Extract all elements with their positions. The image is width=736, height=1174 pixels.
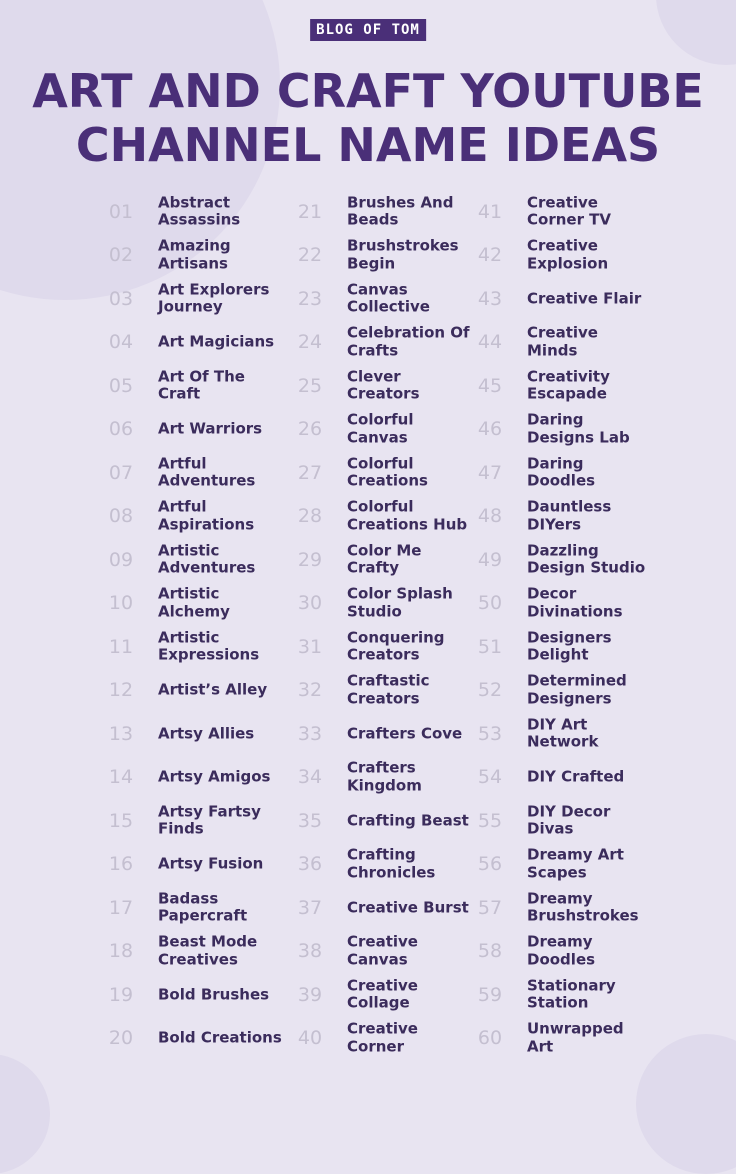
item-number: 35 [297, 809, 323, 832]
item-name: DIY Decor Divas [527, 802, 611, 838]
item-name: Unwrapped Art [527, 1019, 624, 1056]
list-item [467, 886, 727, 930]
item-name: Crafters Kingdom [347, 758, 422, 795]
list-item [467, 234, 727, 278]
item-number: 56 [477, 853, 503, 876]
item-name: Art Warriors [158, 419, 263, 438]
list-item [287, 843, 472, 887]
item-number: 39 [297, 983, 323, 1006]
list-item [467, 495, 727, 539]
list-item [287, 234, 472, 278]
item-name: Artful Adventures [158, 454, 256, 490]
item-name: DIY Crafted [527, 767, 625, 786]
item-number: 53 [477, 722, 503, 745]
item-name: Artsy Fusion [158, 854, 264, 873]
item-name: Artful Aspirations [158, 497, 255, 534]
item-name: Daring Designs Lab [527, 410, 630, 447]
item-number: 09 [108, 548, 134, 571]
item-name: Color Me Crafty [347, 541, 422, 577]
item-name: Dazzling Design Studio [527, 541, 646, 577]
list-item [98, 799, 283, 843]
list-item [467, 625, 727, 669]
item-name: Creative Collage [347, 976, 418, 1012]
item-number: 42 [477, 244, 503, 267]
item-name: Artsy Amigos [158, 767, 271, 786]
item-number: 13 [108, 722, 134, 745]
list-item [287, 712, 472, 756]
list-item [287, 364, 472, 408]
list-item [467, 451, 727, 495]
list-item [98, 712, 283, 756]
item-name: Badass Papercraft [158, 889, 248, 925]
item-number: 28 [297, 505, 323, 528]
item-number: 45 [477, 374, 503, 397]
list-item [98, 364, 283, 408]
item-number: 15 [108, 809, 134, 832]
list-item [467, 756, 727, 800]
item-number: 60 [477, 1027, 503, 1050]
list-item [467, 973, 727, 1017]
name-ideas-list [0, 190, 736, 1070]
item-name: Color Splash Studio [347, 584, 453, 621]
item-name: Beast Mode Creatives [158, 932, 258, 969]
page-title [0, 64, 736, 172]
item-number: 04 [108, 331, 134, 354]
list-item [98, 756, 283, 800]
item-number: 01 [108, 200, 134, 223]
item-name: Colorful Creations [347, 454, 428, 490]
item-number: 21 [297, 200, 323, 223]
item-number: 30 [297, 592, 323, 615]
item-name: Crafting Beast [347, 811, 469, 829]
item-number: 19 [108, 983, 134, 1006]
item-number: 59 [477, 983, 503, 1006]
list-item [98, 582, 283, 626]
list-item [467, 364, 727, 408]
item-name: Crafters Cove [347, 724, 463, 742]
item-name: Creative Flair [527, 289, 642, 307]
list-item [287, 799, 472, 843]
list-item [467, 930, 727, 974]
item-number: 26 [297, 418, 323, 441]
list-item [98, 625, 283, 669]
list-item [98, 321, 283, 365]
list-item [287, 538, 472, 582]
list-item [287, 625, 472, 669]
item-number: 58 [477, 940, 503, 963]
item-name: Celebration Of Crafts [347, 323, 470, 360]
list-item [467, 712, 727, 756]
list-item [467, 843, 727, 887]
item-name: Creative Canvas [347, 932, 418, 969]
item-number: 34 [297, 766, 323, 789]
list-item [287, 451, 472, 495]
item-number: 31 [297, 635, 323, 658]
item-number: 03 [108, 287, 134, 310]
item-name: DIY Art Network [527, 715, 599, 751]
item-name: Brushstrokes Begin [347, 236, 459, 273]
list-item [467, 321, 727, 365]
item-number: 17 [108, 896, 134, 919]
item-number: 55 [477, 809, 503, 832]
item-number: 33 [297, 722, 323, 745]
item-name: Craftastic Creators [347, 671, 430, 708]
item-number: 14 [108, 766, 134, 789]
list-item [287, 190, 472, 234]
item-name: Decor Divinations [527, 584, 623, 621]
item-name: Art Magicians [158, 332, 275, 351]
brand-badge: BLOG OF TOM [310, 19, 426, 41]
item-name: Creativity Escapade [527, 367, 610, 403]
item-name: Clever Creators [347, 367, 420, 403]
list-item [287, 973, 472, 1017]
item-number: 05 [108, 374, 134, 397]
item-name: Artsy Allies [158, 724, 255, 742]
list-item [467, 538, 727, 582]
list-item [287, 669, 472, 713]
item-name: Creative Corner [347, 1019, 418, 1056]
list-item [98, 538, 283, 582]
list-item [287, 321, 472, 365]
item-number: 25 [297, 374, 323, 397]
item-number: 44 [477, 331, 503, 354]
title-line-2: CHANNEL NAME IDEAS [75, 118, 661, 172]
item-number: 40 [297, 1027, 323, 1050]
list-item [98, 930, 283, 974]
item-name: Canvas Collective [347, 280, 430, 316]
item-number: 10 [108, 592, 134, 615]
item-number: 36 [297, 853, 323, 876]
list-item [287, 756, 472, 800]
list-item [287, 930, 472, 974]
list-item [98, 1017, 283, 1061]
item-number: 23 [297, 287, 323, 310]
list-item [98, 669, 283, 713]
list-item [287, 277, 472, 321]
item-number: 38 [297, 940, 323, 963]
list-item [287, 495, 472, 539]
list-item [287, 582, 472, 626]
item-name: Amazing Artisans [158, 236, 231, 273]
list-item [467, 277, 727, 321]
item-number: 18 [108, 940, 134, 963]
item-number: 52 [477, 679, 503, 702]
list-item [467, 669, 727, 713]
list-item [98, 408, 283, 452]
item-name: Colorful Canvas [347, 410, 414, 447]
list-item [98, 973, 283, 1017]
item-number: 37 [297, 896, 323, 919]
item-number: 06 [108, 418, 134, 441]
item-name: Daring Doodles [527, 454, 596, 490]
item-number: 51 [477, 635, 503, 658]
item-number: 24 [297, 331, 323, 354]
list-item [98, 886, 283, 930]
item-name: Bold Creations [158, 1028, 282, 1047]
item-name: Creative Minds [527, 323, 598, 360]
list-item [467, 582, 727, 626]
item-name: Colorful Creations Hub [347, 497, 468, 534]
item-name: Crafting Chronicles [347, 845, 436, 882]
list-item [98, 495, 283, 539]
item-number: 50 [477, 592, 503, 615]
list-item [287, 408, 472, 452]
item-number: 49 [477, 548, 503, 571]
list-item [98, 451, 283, 495]
item-name: Designers Delight [527, 628, 612, 664]
item-number: 43 [477, 287, 503, 310]
item-name: Brushes And Beads [347, 193, 454, 229]
item-name: Artistic Expressions [158, 628, 260, 664]
item-number: 20 [108, 1027, 134, 1050]
item-number: 08 [108, 505, 134, 528]
item-name: Dreamy Art Scapes [527, 845, 624, 882]
item-number: 27 [297, 461, 323, 484]
list-item [467, 799, 727, 843]
item-number: 41 [477, 200, 503, 223]
item-number: 11 [108, 635, 134, 658]
item-name: Art Of The Craft [158, 367, 245, 403]
item-name: Creative Burst [347, 898, 469, 916]
list-item [467, 190, 727, 234]
item-number: 22 [297, 244, 323, 267]
item-name: Art Explorers Journey [158, 280, 270, 316]
item-number: 32 [297, 679, 323, 702]
item-name: Dreamy Brushstrokes [527, 889, 639, 925]
item-number: 46 [477, 418, 503, 441]
item-number: 54 [477, 766, 503, 789]
item-name: Artsy Fartsy Finds [158, 802, 261, 838]
item-name: Bold Brushes [158, 985, 270, 1003]
item-number: 12 [108, 679, 134, 702]
item-name: Abstract Assassins [158, 193, 241, 229]
item-name: Artist’s Alley [158, 680, 268, 699]
item-name: Creative Explosion [527, 236, 609, 273]
item-name: Creative Corner TV [527, 193, 612, 229]
item-number: 47 [477, 461, 503, 484]
item-number: 57 [477, 896, 503, 919]
item-name: Artistic Alchemy [158, 584, 230, 621]
item-name: Stationary Station [527, 976, 616, 1012]
item-number: 07 [108, 461, 134, 484]
item-number: 02 [108, 244, 134, 267]
list-item [467, 408, 727, 452]
item-name: Artistic Adventures [158, 541, 256, 577]
list-item [98, 277, 283, 321]
item-name: Dreamy Doodles [527, 932, 596, 969]
title-line-1: ART AND CRAFT YOUTUBE [32, 64, 704, 118]
list-item [287, 1017, 472, 1061]
list-item [287, 886, 472, 930]
decorative-circle [656, 0, 736, 65]
item-number: 16 [108, 853, 134, 876]
list-item [98, 234, 283, 278]
item-number: 29 [297, 548, 323, 571]
list-item [467, 1017, 727, 1061]
list-item [98, 190, 283, 234]
item-number: 48 [477, 505, 503, 528]
list-item [98, 843, 283, 887]
item-name: Dauntless DIYers [527, 497, 612, 534]
item-name: Determined Designers [527, 671, 627, 708]
decorative-circle [0, 1054, 50, 1174]
item-name: Conquering Creators [347, 628, 445, 664]
